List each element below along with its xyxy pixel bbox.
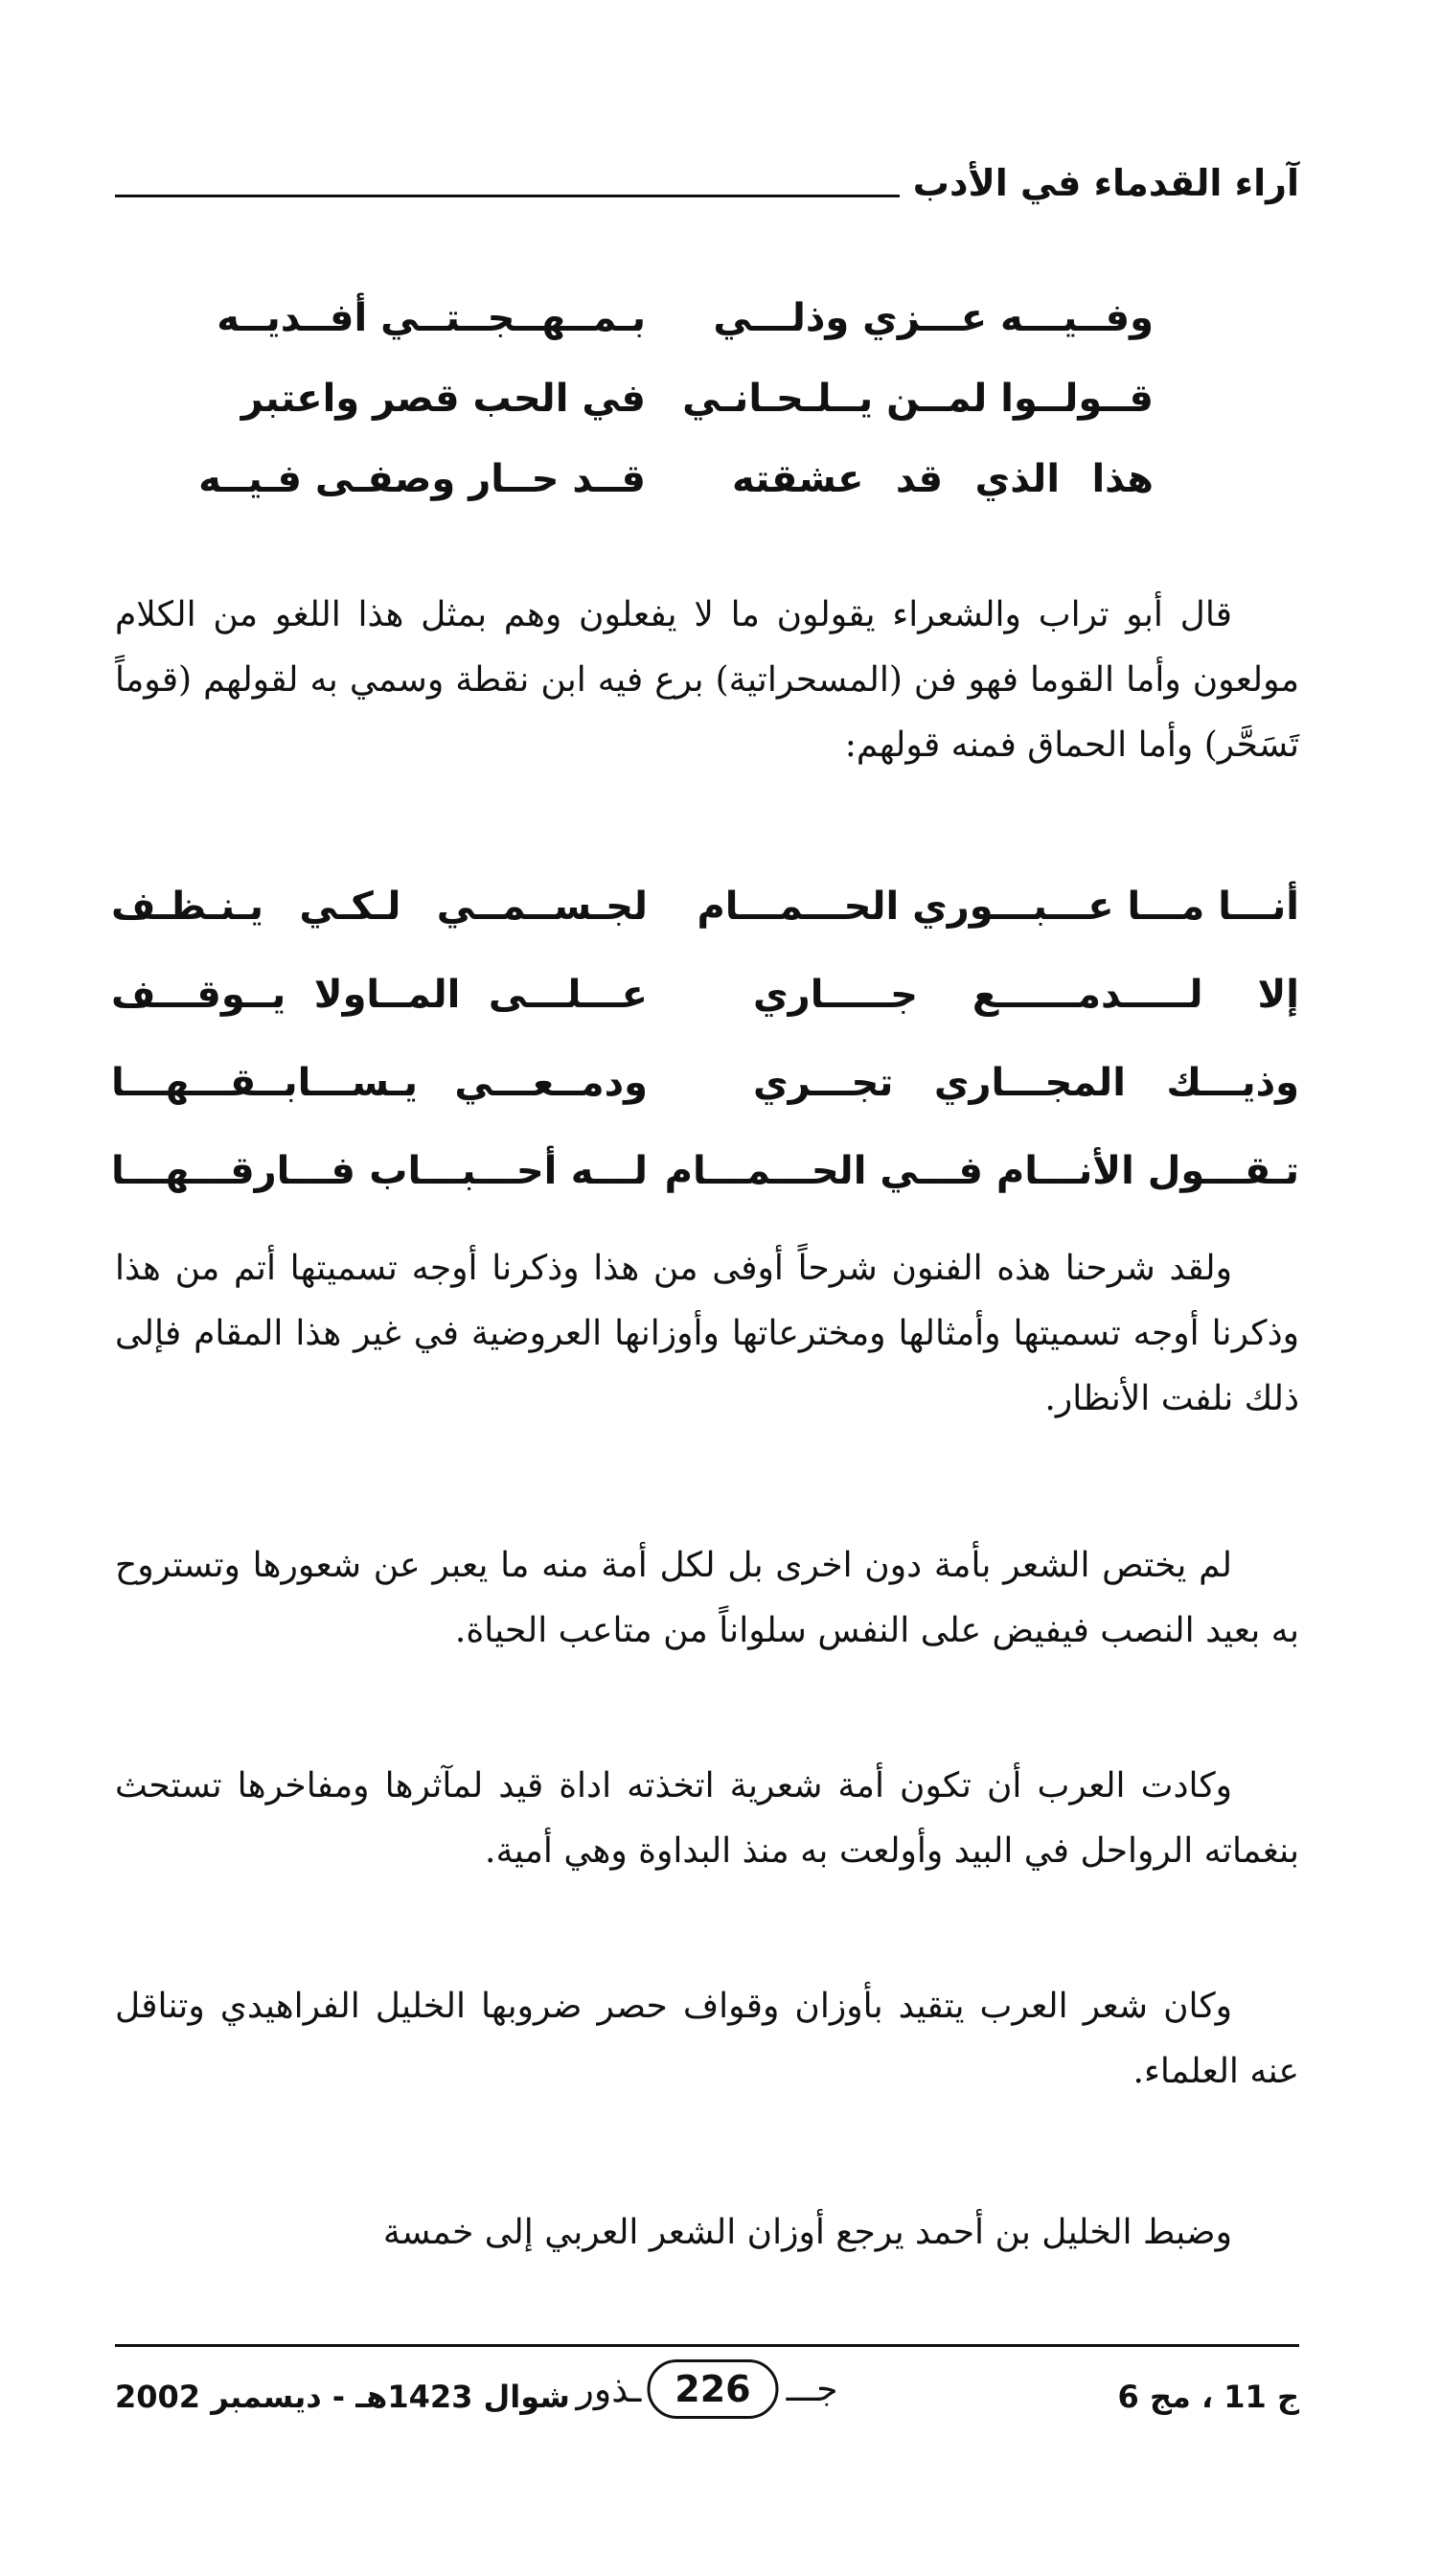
running-header — [115, 144, 1299, 204]
header-title: آراء القدماء في الأدب — [912, 162, 1299, 204]
paragraph-text: وكادت العرب أن تكون أمة شعرية اتخذته اداة قيد لمآثرها ومفاخرها تستحث بنغماته الرواحل في البيد وأولعت به منذ البداوة وهي أمية. — [115, 1766, 1299, 1871]
verse-first-hemistich: وفــيـــه عـــزي وذلـــي — [713, 296, 1154, 340]
verse-second-hemistich: بـمــهــجــتــي أفــديــه — [217, 296, 646, 340]
verse-line — [217, 278, 1154, 358]
paragraph — [115, 1754, 1299, 1884]
footer-rule — [115, 2344, 1299, 2347]
verse-line — [111, 1039, 1299, 1127]
verse-first-hemistich: أنـــا مـــا عـــبـــوري الحـــمـــام — [697, 885, 1299, 929]
header-rule — [115, 195, 900, 197]
verse-first-hemistich: وذيـــك المجـــاري تجـــري — [753, 1061, 1299, 1105]
issue-date: شوال 1423هـ - ديسمبر 2002 — [115, 2379, 570, 2415]
paragraph-text: قال أبو تراب والشعراء يقولون ما لا يفعلون وهم بمثل هذا اللغو من الكلام مولعون وأما القوما فهو فن (المسحراتية) برع فيه ابن نقطة وسمي به لقولهم (قوماً تَسَحَّر) وأما الحماق فمنه قولهم: — [115, 595, 1299, 765]
verse-second-hemistich: لـــه أحـــبـــاب فـــارقـــهـــا — [111, 1149, 648, 1193]
verse-line — [111, 1127, 1299, 1215]
paragraph — [115, 1974, 1299, 2104]
verse-first-hemistich: إلا لـــــدمــــــع جـــــاري — [753, 973, 1299, 1017]
poem-block-1 — [198, 278, 1154, 519]
verse-second-hemistich: قــد حــار وصفـى فـيــه — [198, 457, 646, 501]
paragraph-text: وضبط الخليل بن أحمد يرجع أوزان الشعر العربي إلى خمسة — [382, 2213, 1232, 2252]
verse-second-hemistich: لجـســمــي لـكـي يـنـظـف — [111, 885, 648, 929]
paragraph-text: لم يختص الشعر بأمة دون اخرى بل لكل أمة منه ما يعبر عن شعورها وتستروح به بعيد النصب فيفيض على النفس سلواناً من متاعب الحياة. — [115, 1546, 1299, 1650]
paragraph — [115, 583, 1299, 778]
page-footer — [115, 2359, 1299, 2436]
verse-second-hemistich: ودمــعـــي يـســـابــقـــهـــا — [111, 1061, 648, 1105]
paragraph-text: وكان شعر العرب يتقيد بأوزان وقواف حصر ضروبها الخليل الفراهيدي وتناقل عنه العلماء. — [115, 1987, 1299, 2091]
journal-name-prefix: جـــ — [786, 2369, 838, 2409]
paragraph — [115, 1533, 1299, 1664]
verse-second-hemistich: في الحب قصر واعتبر — [240, 377, 646, 421]
journal-mark — [576, 2359, 837, 2419]
verse-line — [111, 951, 1299, 1039]
paragraph — [115, 2200, 1299, 2266]
journal-name-suffix: ـذور — [576, 2368, 642, 2410]
issue-volume: ج 11 ، مج 6 — [1117, 2379, 1299, 2415]
verse-first-hemistich: قــولــوا لمــن يــلـحـانـي — [682, 377, 1154, 421]
verse-line — [234, 358, 1154, 439]
paragraph — [115, 1236, 1299, 1432]
verse-line — [198, 439, 1154, 519]
poem-block-2 — [111, 862, 1299, 1215]
verse-line — [111, 862, 1299, 951]
verse-second-hemistich: عـــلـــى المــاولا يــوقـــف — [111, 973, 648, 1017]
page-number: 226 — [647, 2359, 778, 2419]
verse-first-hemistich: هذا الذي قد عشقته — [732, 457, 1154, 501]
paragraph-text: ولقد شرحنا هذه الفنون شرحاً أوفى من هذا وذكرنا أوجه تسميتها أتم من هذا وذكرنا أوجه تسميتها وأمثالها ومخترعاتها وأوزانها العروضية في غير هذا المقام فإلى ذلك نلفت الأنظار. — [115, 1249, 1299, 1418]
verse-first-hemistich: تـقـــول الأنـــام فـــي الحـــمـــام — [664, 1149, 1299, 1193]
